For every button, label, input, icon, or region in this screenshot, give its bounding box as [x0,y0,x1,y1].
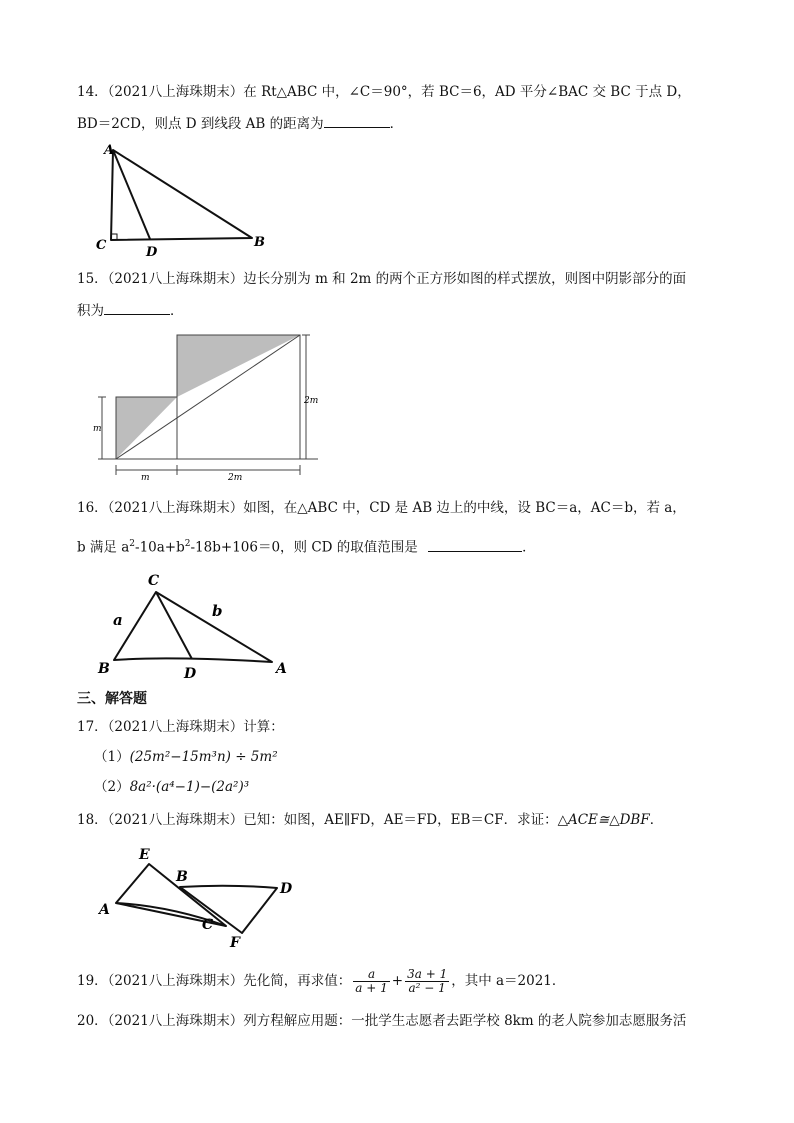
section-heading: 三、解答题 [77,691,147,707]
q16-label-b: B [98,661,110,677]
q16-label-d: D [184,666,197,680]
q16-triangle [114,592,272,662]
q18-proof-target: △ACE≅△DBF [557,812,650,828]
q14-end: ． [389,116,404,132]
q14-answer-blank [324,113,390,128]
q14-line2 [77,113,403,134]
q16-label-a-side: a [113,611,123,629]
q18-label-c: C [202,917,214,933]
q16-mid2: -18b+106＝0，则 CD 的取值范围是 [190,539,418,556]
q17-part1-label: （1） [94,749,130,765]
q19-fraction-2-numerator: 3a + 1 [407,967,448,981]
q17-part2 [94,777,249,797]
q14-line1: 14．（2021八上海珠期末）在 Rt△ABC 中，∠C＝90°，若 BC＝6，AD 平分∠BAC 交 BC 于点 D， [77,84,691,100]
q19-fraction-1-numerator: a [353,968,389,982]
q17-title: 17．（2021八上海珠期末）计算： [77,719,284,735]
q19-line [77,964,565,998]
q18-text [77,810,663,830]
q15-line1: 15．（2021八上海珠期末）边长分别为 m 和 2m 的两个正方形如图的样式摆放，则图中阴影部分的面 [77,271,687,287]
q17-part1-expression: (25m²−15m³n) ÷ 5m² [129,749,278,765]
q16-end: ． [522,539,536,556]
q16-label-c: C [148,573,160,589]
q19-prefix: 19．（2021八上海珠期末）先化简，再求值： [77,973,352,989]
q14-label-d: D [146,245,158,258]
q19-fraction-2 [405,968,449,995]
q18-figure [90,840,310,952]
q15-answer-blank [104,300,170,315]
q15-label-2m-bottom: 2m [228,473,243,483]
q16-line2-prefix: b 满足 a [77,539,130,556]
q19-plus: + [391,973,404,989]
q16-sup2: 2 [184,539,191,549]
q15-end: ． [170,303,184,319]
q14-label-b: B [254,235,265,250]
q16-sup1: 2 [129,539,136,549]
q19-suffix: ，其中 a＝2021． [451,973,566,989]
q15-shade-small-square [116,397,177,459]
q15-label-2m-right: 2m [304,396,319,406]
q15-shade-large-square [177,335,300,397]
q19-fraction-2-denominator: a² − 1 [408,981,446,995]
q19-fraction-1 [353,968,389,995]
q16-mid1: -10a+b [135,539,185,556]
q19-fraction-1-denominator: a + 1 [355,981,388,995]
q16-line1: 16．（2021八上海珠期末）如图，在△ABC 中，CD 是 AB 边上的中线，设 BC＝a，AC＝b，若 a， [77,500,686,516]
q18-label-d: D [280,881,293,897]
q14-label-a: A [104,143,115,158]
q17-part1 [94,747,278,767]
q15-label-m-left: m [93,424,102,434]
q18-triangle-dbf [180,886,277,933]
q15-figure [90,328,330,483]
q16-answer-blank [428,537,522,552]
q16-label-b-side: b [212,602,223,620]
q18-label-b: B [176,869,188,885]
q18-end: ． [649,812,664,828]
q14-figure [90,138,280,258]
q15-line2-text: 积为 [77,303,104,319]
q18-label-e: E [139,847,150,863]
q20-text: 20．（2021八上海珠期末）列方程解应用题：一批学生志愿者去距学校 8km 的老人院参加志愿服务活 [77,1013,687,1029]
q17-part2-label: （2） [94,779,130,795]
q14-label-c: C [96,238,107,253]
q14-bisector-ad [113,150,150,239]
q17-part2-expression: 8a²·(a⁴−1)−(2a²)³ [129,779,250,795]
q18-label-a: A [99,902,110,918]
q18-label-f: F [230,935,240,951]
q18-statement: 18．（2021八上海珠期末）已知：如图，AE∥FD，AE＝FD，EB＝CF．求证： [77,812,558,828]
q16-figure [90,568,300,680]
q16-label-a: A [276,661,287,677]
q15-label-m-bottom: m [141,473,150,483]
q16-line2 [77,534,536,558]
q14-line2-text: BD＝2CD，则点 D 到线段 AB 的距离为 [77,116,324,132]
q15-line2 [77,300,184,321]
